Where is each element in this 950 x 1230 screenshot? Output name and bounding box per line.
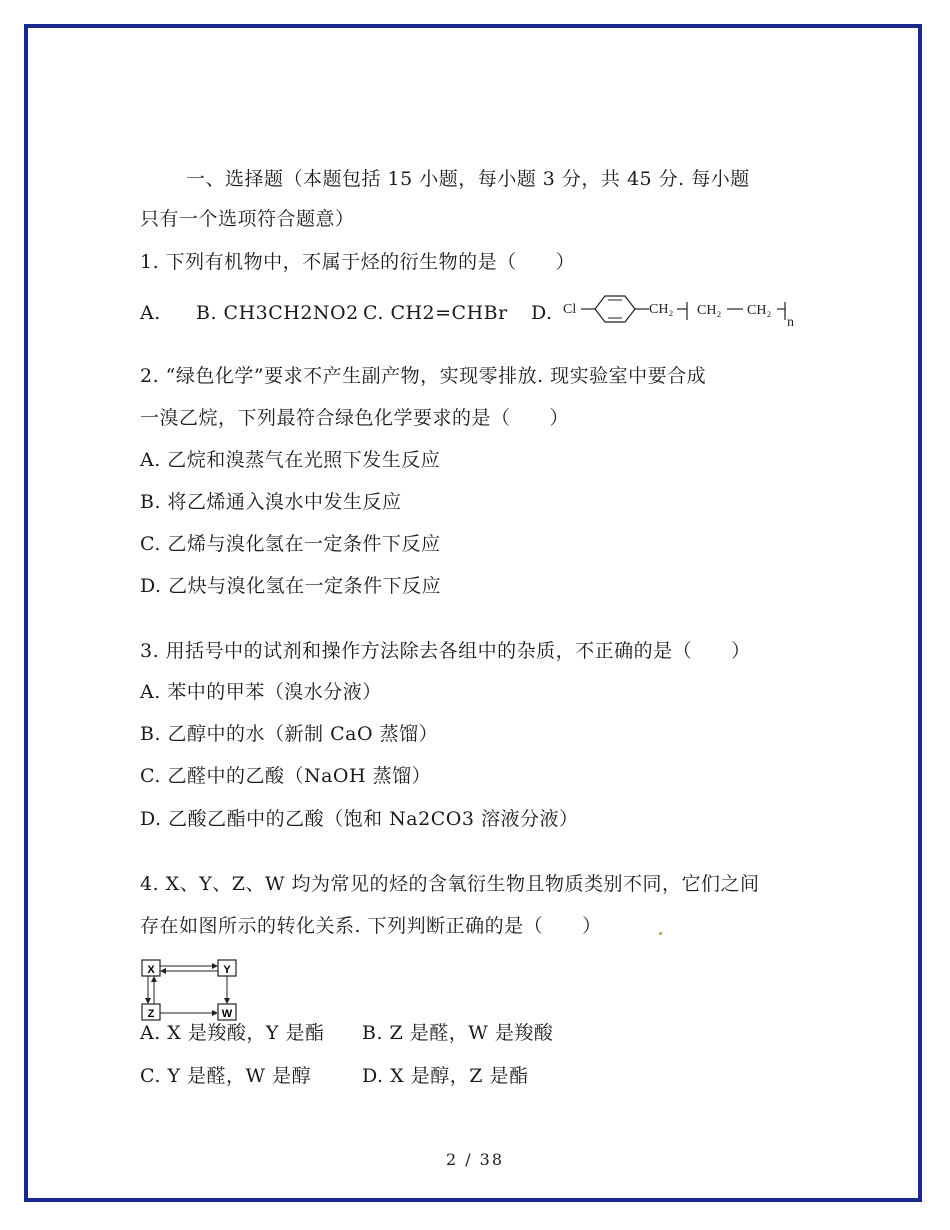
stray-mark	[659, 932, 662, 935]
question-1-option-b: B. CH3CH2NO2	[196, 302, 359, 324]
question-1-option-c: C. CH2=CHBr	[363, 302, 508, 324]
formula-ch2-a: CH₂	[649, 302, 674, 317]
question-2-option-a: A. 乙烷和溴蒸气在光照下发生反应	[140, 449, 441, 471]
node-x-label: X	[147, 964, 155, 976]
question-2-option-c: C. 乙烯与溴化氢在一定条件下反应	[140, 533, 441, 555]
question-3-option-b: B. 乙醇中的水（新制 CaO 蒸馏）	[140, 723, 439, 745]
question-4-option-d: D. X 是醇，Z 是酯	[362, 1065, 529, 1087]
question-2-stem-line1: 2. “绿色化学”要求不产生副产物，实现零排放. 现实验室中要合成	[140, 365, 707, 387]
question-4-option-c: C. Y 是醛，W 是醇	[140, 1065, 312, 1087]
node-w-label: W	[221, 1008, 233, 1020]
section-heading-line1: 一、选择题（本题包括 15 小题，每小题 3 分，共 45 分. 每小题	[186, 168, 750, 190]
question-1-stem: 1. 下列有机物中，不属于烃的衍生物的是（ ）	[140, 251, 576, 273]
formula-ch2-c: CH₂	[747, 303, 772, 318]
formula-subscript-n: n	[787, 315, 794, 329]
question-3-option-c: C. 乙醛中的乙酸（NaOH 蒸馏）	[140, 765, 432, 787]
question-4-option-a: A. X 是羧酸，Y 是酯	[140, 1022, 325, 1044]
section-heading-line2: 只有一个选项符合题意）	[140, 208, 355, 230]
question-4-stem-line2: 存在如图所示的转化关系. 下列判断正确的是（ ）	[140, 915, 602, 937]
question-2-option-b: B. 将乙烯通入溴水中发生反应	[140, 491, 402, 513]
question-3-stem: 3. 用括号中的试剂和操作方法除去各组中的杂质，不正确的是（ ）	[140, 640, 751, 662]
question-4-option-b: B. Z 是醛，W 是羧酸	[362, 1022, 554, 1044]
question-1-option-a: A.	[140, 302, 161, 324]
page-number: 2 / 38	[445, 1150, 505, 1169]
question-2-option-d: D. 乙炔与溴化氢在一定条件下反应	[140, 575, 442, 597]
question-3-option-d: D. 乙酸乙酯中的乙酸（饱和 Na2CO3 溶液分液）	[140, 808, 579, 830]
question-1-option-d: D.	[531, 302, 553, 324]
node-y-label: Y	[223, 964, 231, 976]
question-2-stem-line2: 一溴乙烷，下列最符合绿色化学要求的是（ ）	[140, 407, 570, 429]
chlorobenzyl-polymer-formula	[563, 293, 808, 329]
conversion-diagram	[140, 958, 240, 1022]
question-4-stem-line1: 4. X、Y、Z、W 均为常见的烃的含氧衍生物且物质类别不同，它们之间	[140, 873, 760, 895]
formula-ch2-b: CH₂	[697, 303, 722, 318]
formula-cl: Cl	[563, 302, 577, 317]
question-3-option-a: A. 苯中的甲苯（溴水分液）	[140, 681, 382, 703]
node-z-label: Z	[147, 1008, 155, 1020]
